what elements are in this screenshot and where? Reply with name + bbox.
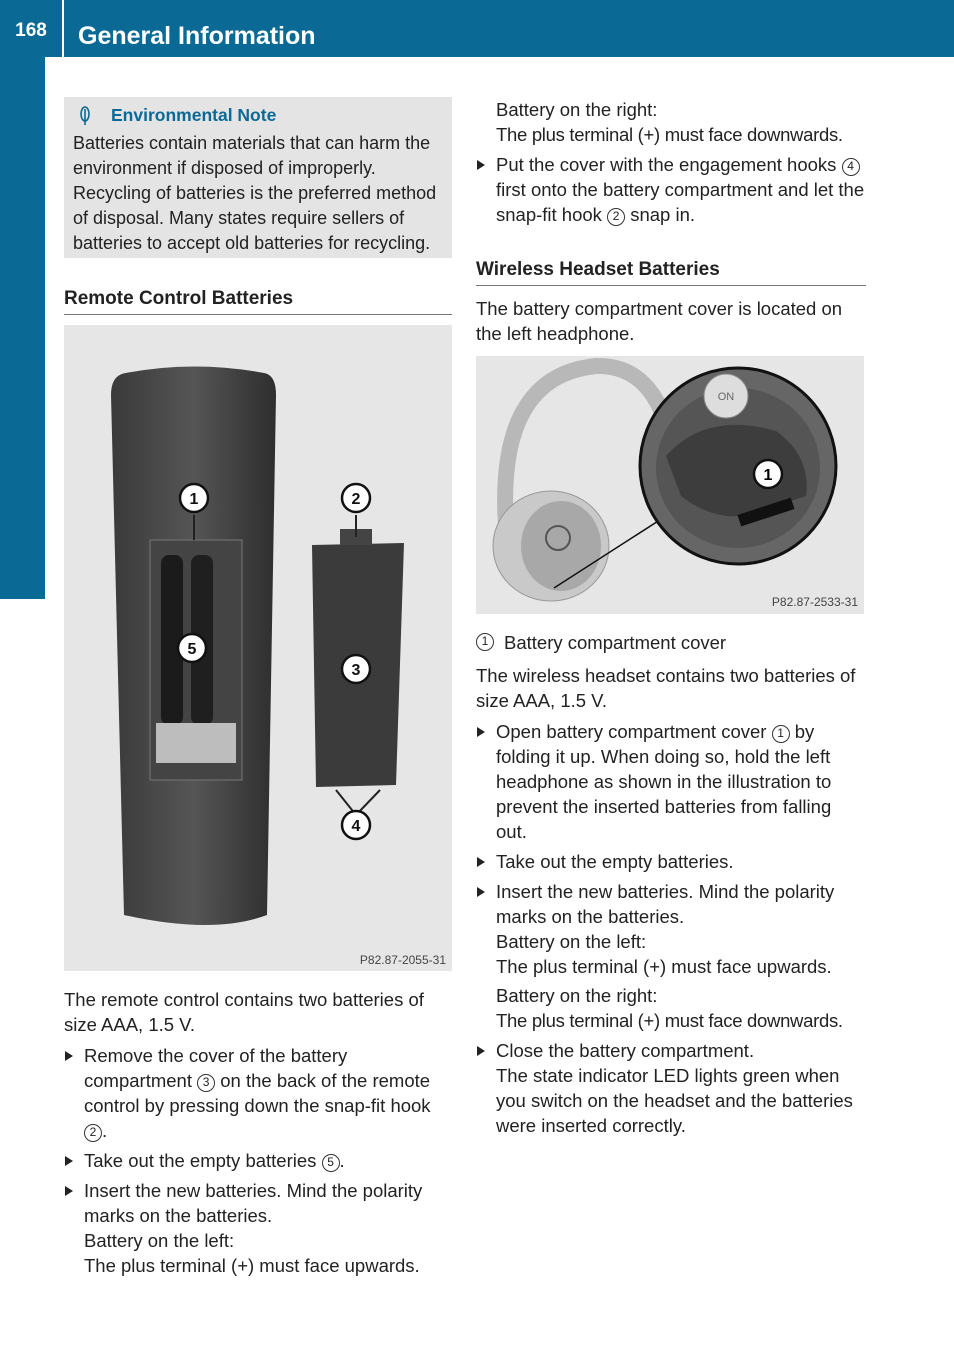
callout-ref-1b: 1 <box>772 725 790 743</box>
remote-right-battery <box>476 97 866 147</box>
right-column <box>476 97 866 1143</box>
callout-ref-2: 2 <box>84 1124 102 1142</box>
side-tab-label: Rear Seat Entertainment <box>16 187 49 536</box>
headset-step-3: Insert the new batteries. Mind the polarity marks on the batteries. Battery on the left: The plus terminal (+) must face upwards. Battery on the right: The plus terminal (+) must face downwards. <box>476 879 866 1033</box>
page-number: 168 <box>0 0 64 57</box>
headset-size-text: The wireless headset contains two batteries of size AAA, 1.5 V. <box>476 665 856 711</box>
headset-step-4: Close the battery compartment. The state indicator LED lights green when you switch on the headset and the batteries were inserted correctly. <box>476 1038 866 1138</box>
remote-callout-4: 4 <box>351 818 361 835</box>
remote-left-label: Battery on the left: <box>84 1230 235 1251</box>
remote-callout-3: 3 <box>351 662 361 679</box>
headset-left-label: Battery on the left: <box>496 931 647 952</box>
remote-callout-2: 2 <box>351 491 361 508</box>
left-column <box>64 97 452 1283</box>
remote-step-4: Put the cover with the engagement hooks 4 first onto the battery compartment and let the snap-fit hook 2 snap in. <box>476 152 866 227</box>
headset-figure <box>476 356 864 614</box>
header-title: General Information <box>78 22 316 50</box>
remote-right-text: The plus terminal (+) must face downwards. <box>496 124 843 145</box>
callout-ref-4: 4 <box>842 158 860 176</box>
remote-step-2: Take out the empty batteries 5 . <box>64 1148 452 1173</box>
environmental-note <box>64 97 452 258</box>
remote-step-1: Remove the cover of the battery compartment 3 on the back of the remote control by pressing down the snap-fit hook 2 . <box>64 1043 452 1143</box>
note-title: Environmental Note <box>111 105 277 125</box>
callout-ref-1: 1 <box>476 633 494 651</box>
callout-ref-3: 3 <box>197 1074 215 1092</box>
remote-left-text: The plus terminal (+) must face upwards. <box>84 1255 420 1276</box>
headset-step-1: Open battery compartment cover 1 by folding it up. When doing so, hold the left headphone as shown in the illustration to prevent the inserted batteries from falling out. <box>476 719 866 844</box>
remote-figure <box>64 325 452 971</box>
remote-step-3: Insert the new batteries. Mind the polarity marks on the batteries. Battery on the left: The plus terminal (+) must face upwards. <box>64 1178 452 1278</box>
remote-right-label: Battery on the right: <box>496 99 658 120</box>
remote-callout-5: 5 <box>187 641 197 658</box>
section-title-headset: Wireless Headset Batteries <box>476 257 866 286</box>
section-title-remote: Remote Control Batteries <box>64 286 452 315</box>
headset-callout-1: 1 <box>763 467 773 484</box>
callout-ref-2b: 2 <box>607 208 625 226</box>
leaf-icon <box>73 106 97 126</box>
headset-caption: 1 Battery compartment cover <box>476 630 866 655</box>
headset-figure-code: P82.87-2533-31 <box>771 595 858 609</box>
note-text: Batteries contain materials that can harm the environment if disposed of improperly. Recycling of batteries is the preferred method of disposal. Many states require sellers of batteries to accept old batteries for recycling. <box>73 133 437 253</box>
headset-intro: The battery compartment cover is located on the left headphone. <box>476 298 843 344</box>
headset-left-text: The plus terminal (+) must face upwards. <box>496 956 832 977</box>
remote-intro: The remote control contains two batteries of size AAA, 1.5 V. <box>64 989 424 1035</box>
callout-ref-5: 5 <box>322 1154 340 1172</box>
remote-callout-1: 1 <box>189 491 199 508</box>
page-header <box>0 0 954 57</box>
headset-right-label: Battery on the right: <box>496 985 658 1006</box>
remote-figure-code: P82.87-2055-31 <box>359 953 446 967</box>
on-button-label: ON <box>717 391 735 403</box>
headset-right-text: The plus terminal (+) must face downwards. <box>496 1010 843 1031</box>
headset-step-2: Take out the empty batteries. <box>476 849 866 874</box>
